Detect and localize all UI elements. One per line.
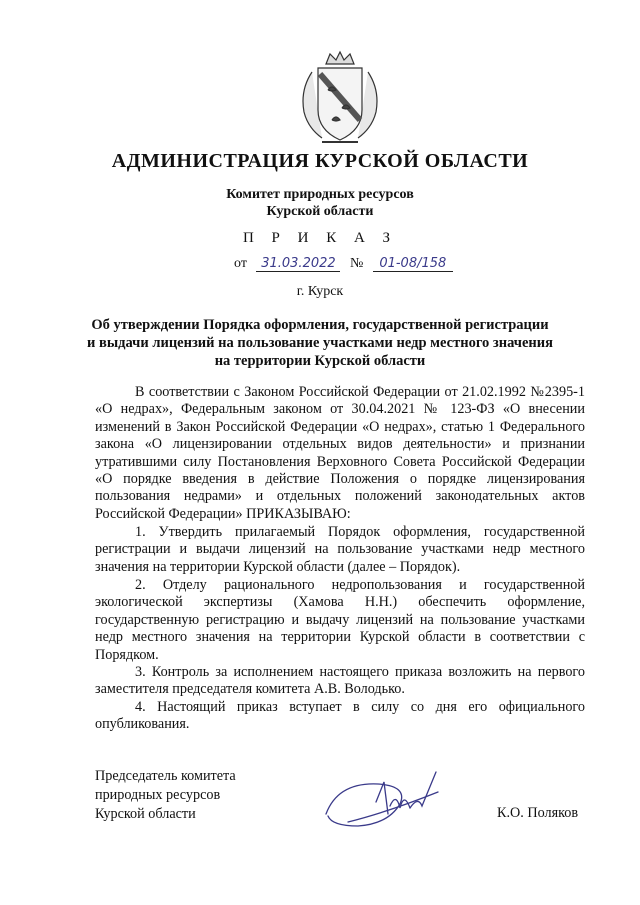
signatory-position: Председатель комитета природных ресурсов Курской области bbox=[95, 768, 236, 822]
order-title-line-3: на территории Курской области bbox=[214, 353, 426, 369]
item-3-paragraph: 3. Контроль за исполнением настоящего приказа возложить на первого заместителя председателя комитета А.В. Володько. bbox=[95, 664, 585, 698]
number-value-handwritten: 01-08/158 bbox=[373, 256, 453, 272]
date-prefix: от bbox=[234, 256, 247, 271]
document-type-heading: П Р И К А З bbox=[242, 230, 398, 246]
committee-name-line-1: Комитет природных ресурсов bbox=[226, 187, 414, 202]
number-prefix: № bbox=[349, 256, 364, 271]
order-title-line-1: Об утверждении Порядка оформления, государственной регистрации bbox=[91, 317, 549, 333]
administration-heading: АДМИНИСТРАЦИЯ КУРСКОЙ ОБЛАСТИ bbox=[111, 150, 529, 172]
city: г. Курск bbox=[296, 284, 344, 299]
date-number-line bbox=[234, 256, 474, 272]
handwritten-signature bbox=[318, 762, 448, 842]
preamble-paragraph: В соответствии с Законом Российской Федерации от 21.02.1992 №2395-1 «О недрах», Федеральным законом от 30.04.2021 № 123-ФЗ «О внесении изменений в Закон Российской Федерации «О недрах», статью 1 Федерального закона «О лицензировании отдельных видов деятельности» и признании утратившими силу Постановления Верховного Совета Российской Федерации «О порядке введения в действие Положения о порядке лицензирования пользования недрами» и отдельных положений законодательных актов Российской Федерации» ПРИКАЗЫВАЮ: bbox=[95, 384, 585, 522]
item-4-paragraph: 4. Настоящий приказ вступает в силу со дня его официального опубликования. bbox=[95, 699, 585, 733]
order-title bbox=[0, 316, 640, 370]
order-title-line-2: и выдачи лицензий на пользование участками недр местного значения bbox=[87, 335, 553, 351]
signatory-name: К.О. Поляков bbox=[497, 805, 579, 821]
date-value-handwritten: 31.03.2022 bbox=[256, 256, 340, 272]
item-1-paragraph: 1. Утвердить прилагаемый Порядок оформления, государственной регистрации и выдачи лицензий на пользование участками недр местного значения на территории Курской области (далее – Порядок). bbox=[95, 524, 585, 575]
coat-of-arms-emblem bbox=[292, 50, 388, 150]
committee-name-line-2: Курской области bbox=[266, 204, 374, 219]
item-2-paragraph: 2. Отделу рационального недропользования и государственной экологической экспертизы (Хамова Н.Н.) обеспечить оформление, государственную регистрацию и выдачу лицензий на пользование участками недр местного значения на территории Курской области в соответствии с Порядком. bbox=[95, 577, 585, 663]
